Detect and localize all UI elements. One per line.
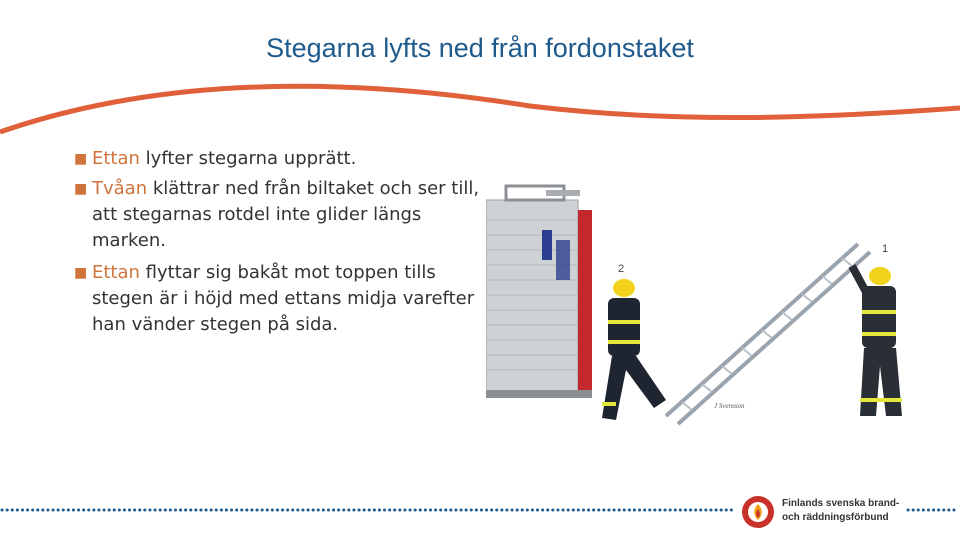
label-two: 2 [618,263,625,275]
bullet-marker: ■ [74,265,88,281]
fire-truck [486,186,592,398]
dotted-divider-right [906,507,960,513]
bullet-item [74,176,494,254]
firefighter-illustration [486,180,916,430]
bullet-text: flyttar sig bakåt mot toppen tills stegen är i höjd med ettans midja varefter han vänder stegen på sida. [92,262,475,335]
organization-line-2: och räddningsförbund [782,512,889,523]
bullet-text: klättrar ned från biltaket och ser till, att stegarnas rotdel inte glider längs marken. [92,178,480,251]
role-highlight: Tvåan [92,178,148,199]
bullet-list [74,146,494,342]
bullet-marker: ■ [74,151,88,167]
artist-signature: J Svensson [714,402,745,410]
label-one: 1 [882,243,889,255]
decorative-swoosh [0,80,960,135]
organization-line-1: Finlands svenska brand- [782,498,900,509]
bullet-item [74,146,494,172]
organization-logo [738,494,778,530]
bullet-marker: ■ [74,181,88,197]
firefighter-one [852,266,902,416]
dotted-divider-left [0,507,734,513]
role-highlight: Ettan [92,148,140,169]
bullet-item [74,260,494,338]
bullet-text: lyfter stegarna upprätt. [139,148,357,169]
firefighter-two [602,279,666,420]
slide-title: Stegarna lyfts ned från fordonstaket [266,33,694,63]
role-highlight: Ettan [92,262,140,283]
organization-name [782,497,899,525]
